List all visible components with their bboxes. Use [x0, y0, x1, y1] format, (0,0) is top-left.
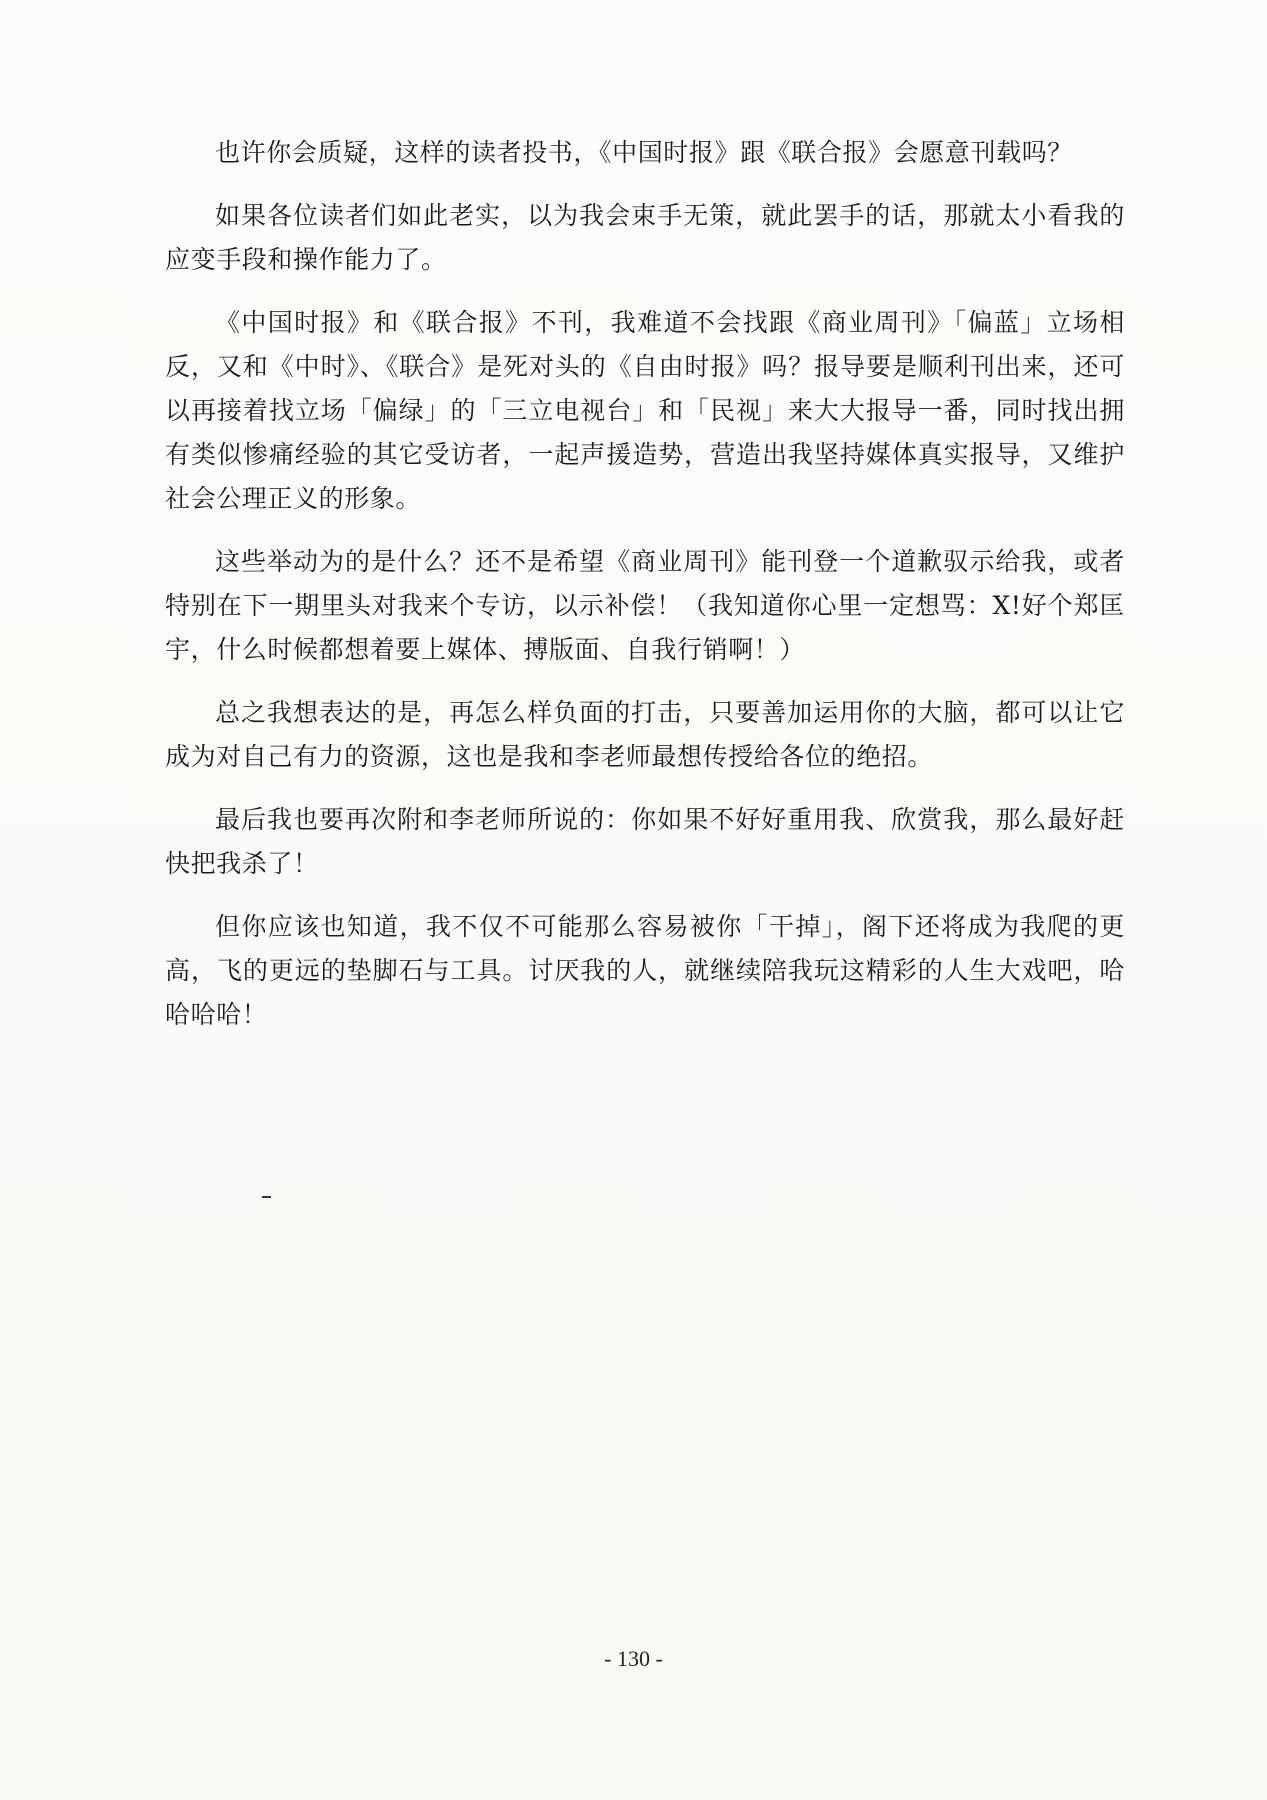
paragraph-5: 总之我想表达的是，再怎么样负面的打击，只要善加运用你的大脑，都可以让它成为对自己有力的资源，这也是我和李老师最想传授给各位的绝招。	[165, 698, 1125, 771]
body-text	[165, 131, 1125, 1056]
paragraph-1: 也许你会质疑，这样的读者投书，《中国时报》跟《联合报》会愿意刊载吗？	[215, 138, 1073, 167]
page-number: - 130 -	[604, 1646, 663, 1671]
paragraph-7: 但你应该也知道，我不仅不可能那么容易被你「干掉」，阁下还将成为我爬的更高，飞的更远的垫脚石与工具。讨厌我的人，就继续陪我玩这精彩的人生大戏吧，哈哈哈哈！	[165, 912, 1125, 1029]
paragraph-3: 《中国时报》和《联合报》不刊，我难道不会找跟《商业周刊》「偏蓝」立场相反，又和《中时》、《联合》是死对头的《自由时报》吗？报导要是顺利刊出来，还可以再接着找立场「偏绿」的「三立电视台」和「民视」来大大报导一番，同时找出拥有类似惨痛经验的其它受访者，一起声援造势，营造出我坚持媒体真实报导，又维护社会公理正义的形象。	[165, 308, 1125, 513]
paragraph-2: 如果各位读者们如此老实，以为我会束手无策，就此罢手的话，那就太小看我的应变手段和操作能力了。	[165, 201, 1125, 274]
paragraph-4: 这些举动为的是什么？还不是希望《商业周刊》能刊登一个道歉驭示给我，或者特别在下一期里头对我来个专访，以示补偿！（我知道你心里一定想骂：X!好个郑匡宇，什么时候都想着要上媒体、搏版面、自我行销啊！）	[165, 547, 1125, 664]
paragraph-6: 最后我也要再次附和李老师所说的：你如果不好好重用我、欣赏我，那么最好赶快把我杀了！	[165, 805, 1125, 878]
stray-mark	[262, 1196, 271, 1198]
